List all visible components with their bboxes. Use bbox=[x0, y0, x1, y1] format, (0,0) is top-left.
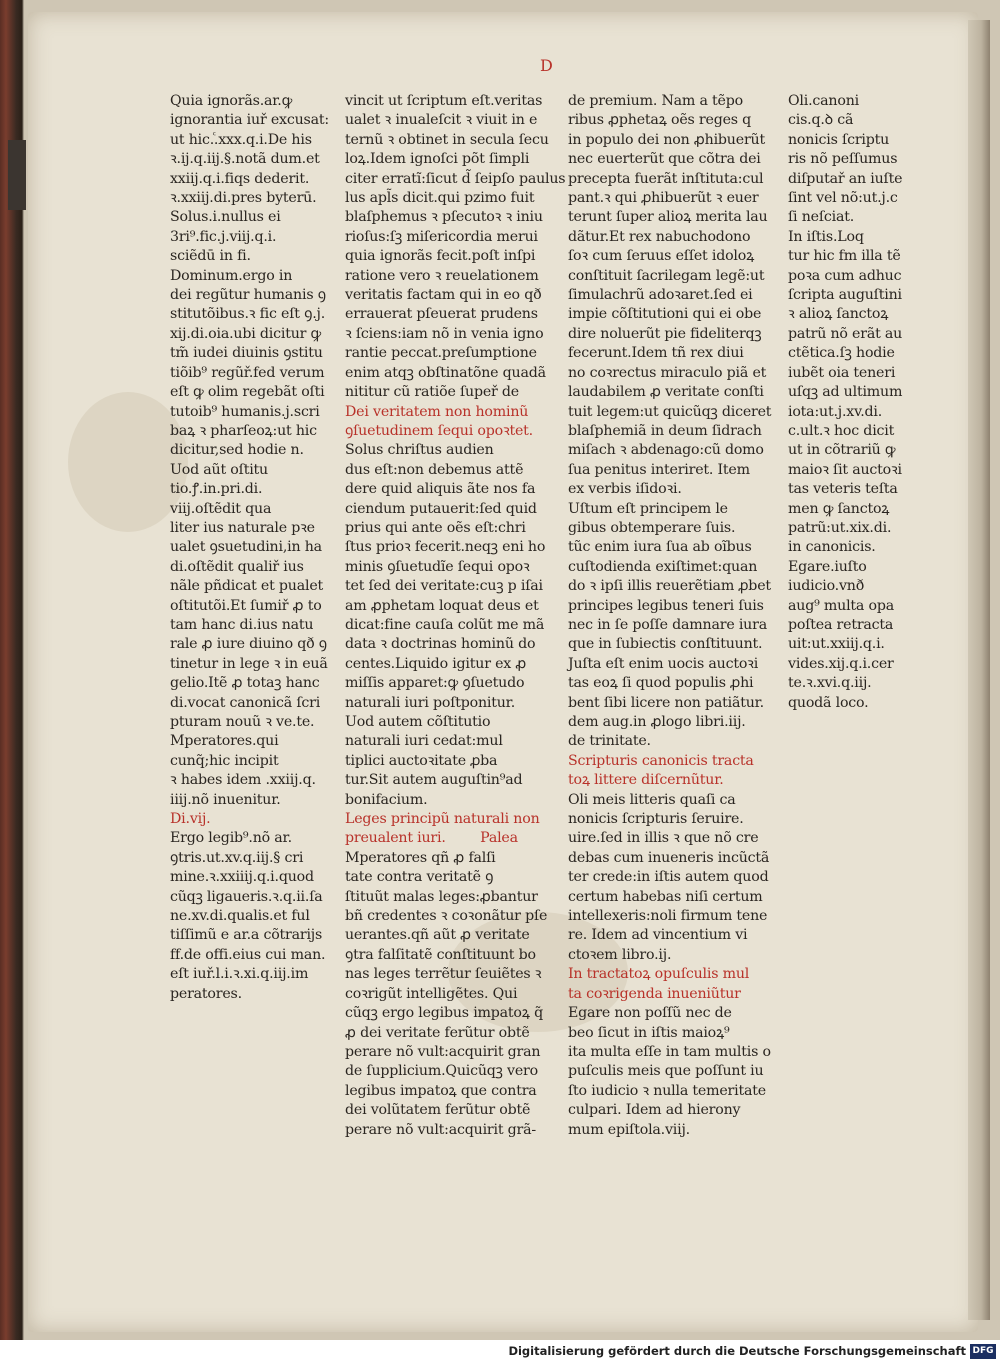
text-line: 3ri⁹.fic.j.viij.q.i. bbox=[170, 228, 277, 245]
text-line: ternũ ꝛ obtinet in secula ſecu bbox=[345, 131, 549, 148]
text-line: tinetur in lege ꝛ in euã bbox=[170, 655, 328, 672]
text-line: perare nõ vult:acquirit gran bbox=[345, 1043, 541, 1060]
text-line: Solus chriſtus audien bbox=[345, 442, 494, 459]
text-line: coꝛrigũt intelligẽtes. Qui bbox=[345, 985, 518, 1002]
text-line: nec euerterũt que cõtra dei bbox=[568, 151, 761, 168]
text-line: de trinitate. bbox=[568, 733, 651, 750]
text-line: ctoꝛem libro.ij. bbox=[568, 946, 672, 963]
text-line: cuſtodienda exiſtimet:quan bbox=[568, 558, 758, 575]
text-line: ualet ꝛ inualeſcit ꝛ viuit in e bbox=[345, 112, 538, 129]
text-line: enim atqꝫ obſtinatõne quadã bbox=[345, 364, 546, 381]
text-line: perare nõ vult:acquirit grã- bbox=[345, 1121, 536, 1138]
text-line: ris nõ peſſumus bbox=[788, 151, 898, 168]
text-line: gelio.Itẽ ꝓ totaꝫ hanc bbox=[170, 675, 320, 692]
text-line: viij.oſtẽdit qua bbox=[170, 500, 272, 517]
text-line: miſſis apparet:ꝙ ꝯſuetudo bbox=[345, 675, 525, 692]
text-line: Oli meis litteris quaſi ca bbox=[568, 791, 736, 808]
text-line: lus apl̃s dicit.qui pzimo fuit bbox=[345, 190, 535, 207]
text-line: poꝛa cum adhuc bbox=[788, 267, 902, 284]
text-line: ff.de offi.eius cui man. bbox=[170, 946, 326, 963]
text-line: oſtitutõi.Et ſumiř ꝓ to bbox=[170, 597, 322, 614]
text-line: citer erratĩ:ſicut d̃ ſeipſo paulus bbox=[345, 170, 566, 187]
text-line: ſtituũt malas leges:ꝓbantur bbox=[345, 888, 538, 905]
text-line: bonifacium. bbox=[345, 791, 428, 808]
text-line: miſach ꝛ abdenago:cũ domo bbox=[568, 442, 764, 459]
text-line: naturali iuri cedat:mul bbox=[345, 733, 503, 750]
text-line: nonicis ſcriptu bbox=[788, 131, 890, 148]
text-line: Di.vij. bbox=[170, 811, 211, 828]
text-line: ꝛ.ij.q.iij.§.notã dum.et bbox=[170, 151, 320, 168]
text-line: in populo dei non ꝓhibuerũt bbox=[568, 131, 765, 148]
text-line: errauerat pſeuerat prudens bbox=[345, 306, 538, 323]
text-line: de premium. Nam a tẽpo bbox=[568, 93, 743, 109]
text-line: no coꝛrectus miraculo piã et bbox=[568, 364, 767, 381]
text-line: diſputař an iuſte bbox=[788, 170, 903, 187]
text-line: tur.Sit autem auguſtin⁹ad bbox=[345, 772, 523, 789]
text-line: Juſta eſt enim uocis auctoꝛi bbox=[568, 655, 759, 672]
text-line: uit:ut.xxiij.q.i. bbox=[788, 636, 885, 653]
dfg-logo: DFG bbox=[970, 1344, 996, 1359]
text-line: ratione vero ꝛ reuelationem bbox=[345, 267, 539, 284]
text-line: rantie peccat.preſumptione bbox=[345, 345, 537, 362]
text-line: naturali iuri poſtponitur. bbox=[345, 694, 516, 711]
text-line: mum epiſtola.viij. bbox=[568, 1121, 690, 1138]
text-line: Egare.iuſto bbox=[788, 558, 867, 575]
text-line: de ſupplicium.Quicũqꝫ vero bbox=[345, 1063, 538, 1080]
text-line: peratores. bbox=[170, 985, 242, 1002]
text-line: dire noluerũt pie fideliterqꝫ bbox=[568, 325, 762, 342]
text-line: ꝯtris.ut.xv.q.iij.§ cri bbox=[170, 849, 304, 866]
text-line: ꝯtra falſitatẽ conſtituunt bo bbox=[345, 946, 536, 963]
text-line: ciendum putauerit:ſed quid bbox=[345, 500, 537, 517]
text-line: sciẽdū in fi. bbox=[170, 248, 251, 265]
text-line: cũqꝫ ergo legibus impatoꝝ q̃ bbox=[345, 1005, 543, 1022]
text-line: re. Idem ad vincentium vi bbox=[568, 927, 748, 944]
text-line: data ꝛ doctrinas hominũ do bbox=[345, 636, 536, 653]
text-line: Egare non poſſũ nec de bbox=[568, 1005, 732, 1022]
text-line: nititur cũ ratiõe ſupeř de bbox=[345, 384, 520, 401]
text-line: tuit legem:ut quicũqꝫ diceret bbox=[568, 403, 772, 420]
text-column-4 bbox=[788, 92, 912, 713]
text-line: dicat:fine cauſa colũt me mã bbox=[345, 616, 545, 633]
text-line: Uod aũt oſtitu bbox=[170, 461, 268, 478]
text-line: iiij.nõ inuenitur. bbox=[170, 791, 281, 808]
text-line: culpari. Idem ad hierony bbox=[568, 1102, 741, 1119]
text-line: beo ſicut in iſtis maioꝝ⁹ bbox=[568, 1024, 730, 1041]
text-line: tur hic fm illa tẽ bbox=[788, 248, 901, 265]
text-line: bñ credentes ꝛ coꝛonãtur pſe bbox=[345, 908, 548, 925]
text-line: terunt ſuper alioꝝ merita lau bbox=[568, 209, 768, 226]
text-line: In iſtis.Loq bbox=[788, 228, 864, 245]
text-line: tate contra veritatẽ ꝯ bbox=[345, 869, 494, 886]
text-line: mine.ꝛ.xxiiij.q.i.quod bbox=[170, 869, 314, 886]
text-line: poſtea retracta bbox=[788, 616, 894, 633]
text-line: rale ꝓ iure diuino qð ꝯ bbox=[170, 636, 327, 653]
text-line: ribus ꝓphetaꝝ oẽs reges q bbox=[568, 112, 752, 129]
text-line: baꝝ ꝛ pharſeoꝝ:ut hic bbox=[170, 422, 317, 439]
text-line: In tractatoꝝ opuſculis mul bbox=[568, 966, 750, 983]
text-column-1 bbox=[170, 92, 342, 1004]
text-line: pturam nouũ ꝛ ve.te. bbox=[170, 714, 315, 730]
text-line: di.oſtẽdit qualiř ius bbox=[170, 558, 304, 575]
text-line: ꝯſuetudinem ſequi opoꝛtet. bbox=[345, 422, 533, 439]
text-line: centes.Liquido igitur ex ꝓ bbox=[345, 655, 527, 672]
text-line: fecerunt.Idem tñ rex diui bbox=[568, 345, 744, 362]
text-line: dus eſt:non debemus attẽ bbox=[345, 461, 524, 478]
text-line: uerantes.qñ aũt ꝓ veritate bbox=[345, 927, 530, 944]
text-line: dei regũtur humanis ꝯ bbox=[170, 287, 326, 304]
text-line: tam hanc di.ius natu bbox=[170, 616, 314, 633]
footer-credit: Digitalisierung gefördert durch die Deutsche Forschungsgemeinschaft bbox=[508, 1344, 966, 1358]
text-column-3 bbox=[568, 92, 786, 1140]
text-line: certum habebas niſi certum bbox=[568, 888, 763, 905]
text-column-2 bbox=[345, 92, 566, 1140]
text-line: tũc enim iura ſua ab oĩbus bbox=[568, 539, 752, 556]
text-line: ſimulachrũ adoꝛaret.ſed ei bbox=[568, 287, 753, 304]
text-line: in canonicis. bbox=[788, 539, 876, 556]
text-line: principes legibus teneri ſuis bbox=[568, 597, 764, 614]
footer-bar bbox=[0, 1340, 1000, 1364]
text-line: aug⁹ multa opa bbox=[788, 597, 894, 614]
text-line: Mperatores.qui bbox=[170, 733, 279, 750]
text-line: impie cõſtitutioni qui ei obe bbox=[568, 306, 762, 323]
text-line: tiſſimũ e ar.a cõtrarijs bbox=[170, 927, 323, 944]
text-line: liter ius naturale pꝛe bbox=[170, 519, 315, 536]
text-line: ctẽtica.ſꝫ hodie bbox=[788, 345, 895, 362]
text-line: stitutõibus.ꝛ fic eſt ꝯ.j. bbox=[170, 306, 326, 323]
text-line: cunq̃;hic incipit bbox=[170, 752, 279, 769]
text-line: uire.ſed in illis ꝛ que nõ cre bbox=[568, 830, 759, 847]
text-line: prius qui ante oẽs eſt:chri bbox=[345, 519, 526, 536]
text-line: tiplici auctoꝛitate ꝓba bbox=[345, 752, 498, 769]
text-line: c.ult.ꝛ hoc dicit bbox=[788, 422, 895, 439]
text-line: tiõib⁹ regũř.fed verum bbox=[170, 364, 325, 381]
text-line: tas veteris teſta bbox=[788, 481, 898, 498]
text-line: quodã loco. bbox=[788, 694, 869, 711]
text-line: pant.ꝛ qui ꝓhibuerũt ꝛ euer bbox=[568, 190, 759, 207]
text-line: Oli.canoni bbox=[788, 93, 859, 109]
text-line: ta coꝛrigenda inueniũtur bbox=[568, 985, 741, 1002]
text-line: debas cum inueneris incũctã bbox=[568, 849, 770, 866]
binding-clip bbox=[8, 140, 26, 210]
text-line: veritatis factam qui in eo qð bbox=[345, 287, 542, 304]
text-line: dãtur.Et rex nabuchodono bbox=[568, 228, 751, 245]
text-line: ut hic.ⷭ.xxx.q.i.De his bbox=[170, 131, 312, 148]
text-line: ignorantia iuř excusat: bbox=[170, 112, 329, 129]
text-line: nec in ſe poſſe damnare iura bbox=[568, 616, 767, 633]
text-line: cis.q.ꝺ cã bbox=[788, 112, 854, 129]
page-edge bbox=[968, 20, 990, 1320]
text-line: maioꝛ ſit auctoꝛi bbox=[788, 461, 902, 478]
text-line: tas eoꝝ ſi quod populis ꝓhi bbox=[568, 675, 754, 692]
text-line: te.ꝛ.xvi.q.iij. bbox=[788, 675, 872, 692]
text-line: ſint vel nõ:ut.j.c bbox=[788, 190, 898, 207]
text-line: puſculis meis que poſſunt iu bbox=[568, 1063, 764, 1080]
text-line: tet ſed dei veritate:cuꝫ p iſai bbox=[345, 578, 543, 595]
text-line: iubẽt oia teneri bbox=[788, 364, 896, 381]
text-line: dem aug.in ꝓlogo libri.iij. bbox=[568, 714, 746, 730]
text-line: ſcripta auguſtini bbox=[788, 287, 902, 304]
text-line: gibus obtemperare ſuis. bbox=[568, 519, 736, 536]
text-line: ita multa eſſe in tam multis o bbox=[568, 1043, 771, 1060]
text-line: laudabilem ꝓ veritate conſti bbox=[568, 384, 764, 401]
text-line: eſt ꝙ olim regebãt oſti bbox=[170, 384, 325, 401]
text-line: ꝛ ſciens:iam nõ in venia igno bbox=[345, 325, 544, 342]
text-line: toꝝ littere diſcernũtur. bbox=[568, 772, 724, 789]
text-line: blaſphemiã in deum ſidrach bbox=[568, 422, 762, 439]
text-line: Mperatores qñ ꝓ falſi bbox=[345, 849, 496, 866]
text-line: blaſphemus ꝛ pſecutoꝛ ꝛ iniu bbox=[345, 209, 543, 226]
text-line: iota:ut.j.xv.di. bbox=[788, 403, 883, 420]
text-line: dei volũtatem ferũtur obtẽ bbox=[345, 1102, 531, 1119]
text-line: Leges principũ naturali non bbox=[345, 811, 540, 828]
text-line: loꝝ.Idem ignoſci põt ſimpli bbox=[345, 151, 530, 168]
text-line: dicitur,sed hodie n. bbox=[170, 442, 304, 459]
text-line: am ꝓphetam loquat deus et bbox=[345, 597, 539, 614]
text-line: quia ignorãs fecit.poſt inſpi bbox=[345, 248, 536, 265]
text-line: vides.xij.q.i.cer bbox=[788, 655, 894, 672]
text-line: intellexeris:noli firmum tene bbox=[568, 908, 768, 925]
text-line: iudicio.vnð bbox=[788, 578, 865, 595]
text-line: di.vocat canonicã ſcri bbox=[170, 694, 321, 711]
text-line: nãle pñdicat et pualet bbox=[170, 578, 324, 595]
text-line: ualet ꝯsuetudini,in ha bbox=[170, 539, 322, 556]
text-line: ſtus prioꝛ fecerit.neqꝫ eni ho bbox=[345, 539, 546, 556]
text-line: ex verbis iſidoꝛi. bbox=[568, 481, 682, 498]
text-line: rioſus:ſꝫ miſericordia merui bbox=[345, 228, 538, 245]
text-line: Solus.i.nullus ei bbox=[170, 209, 281, 226]
text-line: Uſtum eſt principem le bbox=[568, 500, 728, 517]
folio-mark: D bbox=[540, 56, 553, 75]
text-line: men ꝙ ſanctoꝝ bbox=[788, 500, 890, 517]
text-line: precepta fuerãt inſtituta:cul bbox=[568, 170, 764, 187]
text-line: ꝛ alioꝝ ſanctoꝝ bbox=[788, 306, 889, 323]
text-line: tutoib⁹ humanis.j.scri bbox=[170, 403, 320, 420]
text-line: Dominum.ergo in bbox=[170, 267, 293, 284]
text-line: tm̃ iudei diuinis ꝯstitu bbox=[170, 345, 323, 362]
text-line: dere quid aliquis ãte nos fa bbox=[345, 481, 536, 498]
text-line: ꝛ habes idem .xxiij.q. bbox=[170, 772, 316, 789]
text-line: ut in cõtrariũ ꝙ bbox=[788, 442, 896, 459]
text-line: nas leges terrẽtur ſeuiẽtes ꝛ bbox=[345, 966, 542, 983]
text-line: cũqꝫ ligaueris.ꝛ.q.ii.ſa bbox=[170, 888, 323, 905]
text-line: Ergo legib⁹.nõ ar. bbox=[170, 830, 292, 847]
text-line: do ꝛ ipſi illis reuerẽtiam ꝓbet bbox=[568, 578, 771, 595]
text-line: legibus impatoꝝ que contra bbox=[345, 1082, 537, 1099]
text-line: Scripturis canonicis tracta bbox=[568, 752, 754, 769]
text-line: ꝛ.xxiij.di.pres byterū. bbox=[170, 190, 317, 207]
text-line: ſoꝛ cum ſeruus eſſet idoloꝝ bbox=[568, 248, 755, 265]
text-line: que in ſubiectis conſtituunt. bbox=[568, 636, 763, 653]
text-line: uſqꝫ ad ultimum bbox=[788, 384, 903, 401]
text-line: patrũ:ut.xix.di. bbox=[788, 519, 892, 536]
text-line: patrũ nõ erãt au bbox=[788, 325, 903, 342]
text-line: vincit ut ſcriptum eſt.veritas bbox=[345, 93, 543, 109]
text-line: ſi neſciat. bbox=[788, 209, 855, 226]
text-line: xij.di.oia.ubi dicitur ꝙ bbox=[170, 325, 321, 342]
text-line: conſtituit ſacrilegam legẽ:ut bbox=[568, 267, 765, 284]
text-line: minis ꝯſuetudĩe ſequi opoꝛ bbox=[345, 558, 530, 575]
text-line: nonicis ſcripturis ſeruire. bbox=[568, 811, 744, 828]
text-line: ſto iudicio ꝛ nulla temeritate bbox=[568, 1082, 766, 1099]
text-line: tio.ꝭ.in.pri.di. bbox=[170, 481, 263, 498]
text-line: ne.xv.di.qualis.et ful bbox=[170, 908, 310, 925]
text-line: ꝓ dei veritate ferũtur obtẽ bbox=[345, 1024, 530, 1041]
text-line: bent ſibi licere non patiãtur. bbox=[568, 694, 764, 711]
text-line: Uod autem cõſtitutio bbox=[345, 714, 491, 730]
text-line: preualent iuri. Palea bbox=[345, 830, 518, 847]
text-line: ter crede:in iſtis autem quod bbox=[568, 869, 769, 886]
text-line: xxiij.q.i.fiqs dederit. bbox=[170, 170, 310, 187]
text-line: eſt iuř.l.i.ꝛ.xi.q.iij.im bbox=[170, 966, 309, 983]
text-line: Quia ignorãs.ar.ꝙ bbox=[170, 93, 293, 109]
text-line: ſua penitus interiret. Item bbox=[568, 461, 750, 478]
text-line: Dei veritatem non hominũ bbox=[345, 403, 529, 420]
